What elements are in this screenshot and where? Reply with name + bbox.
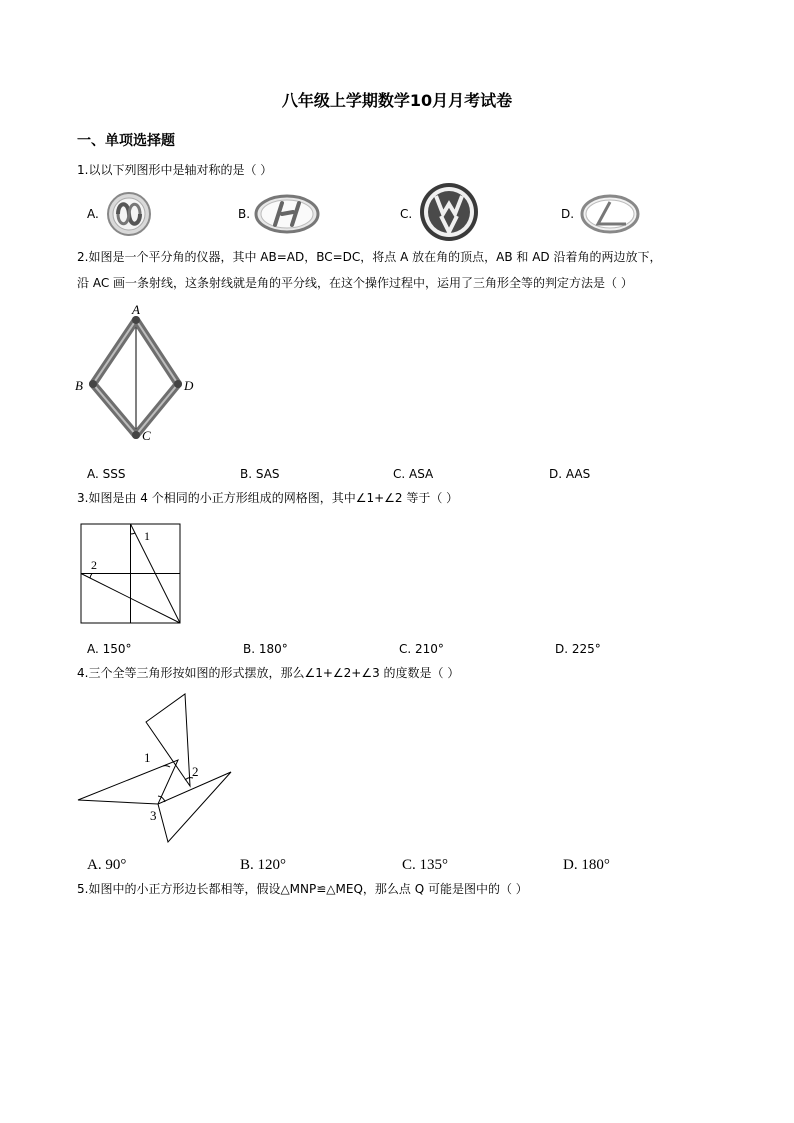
q3-option-b: B. 180°	[243, 642, 288, 656]
question-3-stem: 3.如图是由 4 个相同的小正方形组成的网格图，其中∠1+∠2 等于（ ）	[77, 491, 459, 505]
angle-2-label: 2	[91, 558, 97, 572]
lexus-logo	[580, 193, 640, 235]
hyundai-logo	[253, 193, 321, 235]
angle-bisector-instrument-figure	[72, 298, 212, 458]
q2-option-c: C. ASA	[393, 467, 434, 481]
volkswagen-logo	[419, 182, 479, 242]
q2-option-d: D. AAS	[549, 467, 591, 481]
label-c: C	[142, 428, 151, 443]
three-triangles-figure	[72, 688, 237, 848]
q1-option-a-label: A.	[87, 207, 99, 221]
angle-1-label: 1	[144, 750, 151, 765]
q4-option-a: A. 90°	[87, 857, 127, 873]
q2-option-a: A. SSS	[87, 467, 126, 481]
q2-option-b: B. SAS	[240, 467, 280, 481]
q4-option-c: C. 135°	[402, 857, 449, 873]
label-a: A	[132, 302, 140, 317]
section-heading: 一、单项选择题	[77, 133, 175, 149]
question-4-stem: 4.三个全等三角形按如图的形式摆放，那么∠1+∠2+∠3 的度数是（ ）	[77, 666, 460, 680]
label-d: D	[184, 378, 194, 393]
q1-option-c-label: C.	[400, 207, 413, 221]
question-2-line-2: 沿 AC 画一条射线，这条射线就是角的平分线，在这个操作过程中，运用了三角形全等的判定方法是（ ）	[77, 276, 633, 290]
angle-1-label: 1	[144, 529, 150, 543]
q3-option-a: A. 150°	[87, 642, 132, 656]
dongfeng-logo	[104, 190, 154, 238]
q1-option-d-label: D.	[561, 207, 575, 221]
angle-3-label: 3	[150, 808, 157, 823]
page-title: 八年级上学期数学10月月考试卷	[281, 91, 513, 110]
question-2-line-1: 2.如图是一个平分角的仪器，其中 AB=AD，BC=DC，将点 A 放在角的顶点，AB 和 AD 沿着角的两边放下，	[77, 250, 662, 264]
q4-option-b: B. 120°	[240, 857, 287, 873]
q4-option-d: D. 180°	[563, 857, 610, 873]
question-1-stem: 1.以以下列图形中是轴对称的是（ ）	[77, 163, 273, 177]
question-5-stem: 5.如图中的小正方形边长都相等，假设△MNP≌△MEQ，那么点 Q 可能是图中的（ ）	[77, 882, 528, 896]
label-b: B	[75, 378, 83, 393]
angle-2-label: 2	[192, 764, 199, 779]
q1-option-b-label: B.	[238, 207, 251, 221]
grid-angle-figure	[75, 518, 187, 628]
q3-option-c: C. 210°	[399, 642, 444, 656]
q3-option-d: D. 225°	[555, 642, 601, 656]
